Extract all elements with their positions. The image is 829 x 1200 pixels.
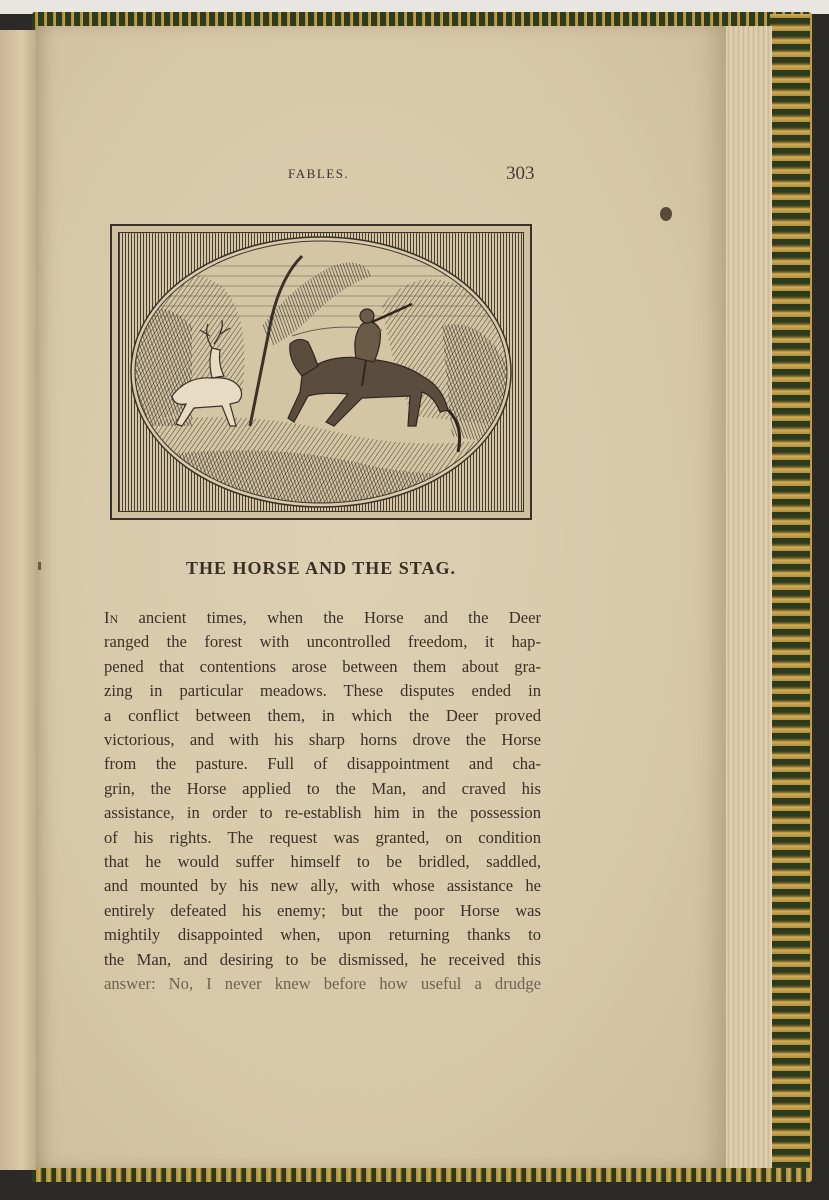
body-line: mightily disappointed when, upon returning thanks to: [104, 925, 541, 945]
body-line: the Man, and desiring to be dismissed, he received this: [104, 949, 541, 969]
drop-word: In: [104, 608, 119, 627]
page-number: 303: [506, 163, 535, 184]
body-line: a conflict between them, in which the Deer proved: [104, 705, 541, 725]
gilt-binding-edge: [770, 14, 810, 1180]
facing-page: [0, 30, 36, 1170]
page-mark: [38, 562, 41, 570]
running-title: FABLES.: [288, 166, 350, 181]
gilt-binding-bottom: [32, 1168, 810, 1182]
body-line: from the pasture. Full of disappointment and cha-: [104, 754, 541, 774]
ink-spot: [660, 207, 672, 221]
body-line: answer: No, I never knew before how useful a drudge: [104, 974, 541, 994]
fable-body: [104, 606, 541, 997]
fable-title: THE HORSE AND THE STAG.: [186, 558, 456, 578]
book-page: [36, 26, 726, 1168]
body-line: grin, the Horse applied to the Man, and craved his: [104, 778, 541, 798]
engraving-illustration: [110, 224, 532, 520]
body-line: ranged the forest with uncontrolled freedom, it hap-: [104, 632, 541, 652]
body-line: pened that contentions arose between them about gra-: [104, 656, 541, 676]
body-line: In ancient times, when the Horse and the Deer: [104, 608, 541, 627]
body-line: assistance, in order to re-establish him in the possession: [104, 803, 541, 823]
body-line: and mounted by his new ally, with whose assistance he: [104, 876, 541, 896]
body-line: zing in particular meadows. These disputes ended in: [104, 681, 541, 701]
engraving-horse-rider-stag-icon: [112, 226, 530, 518]
body-line: entirely defeated his enemy; but the poor Horse was: [104, 900, 541, 920]
body-line: of his rights. The request was granted, on condition: [104, 827, 541, 847]
body-line: victorious, and with his sharp horns drove the Horse: [104, 730, 541, 750]
body-line: that he would suffer himself to be bridled, saddled,: [104, 852, 541, 872]
